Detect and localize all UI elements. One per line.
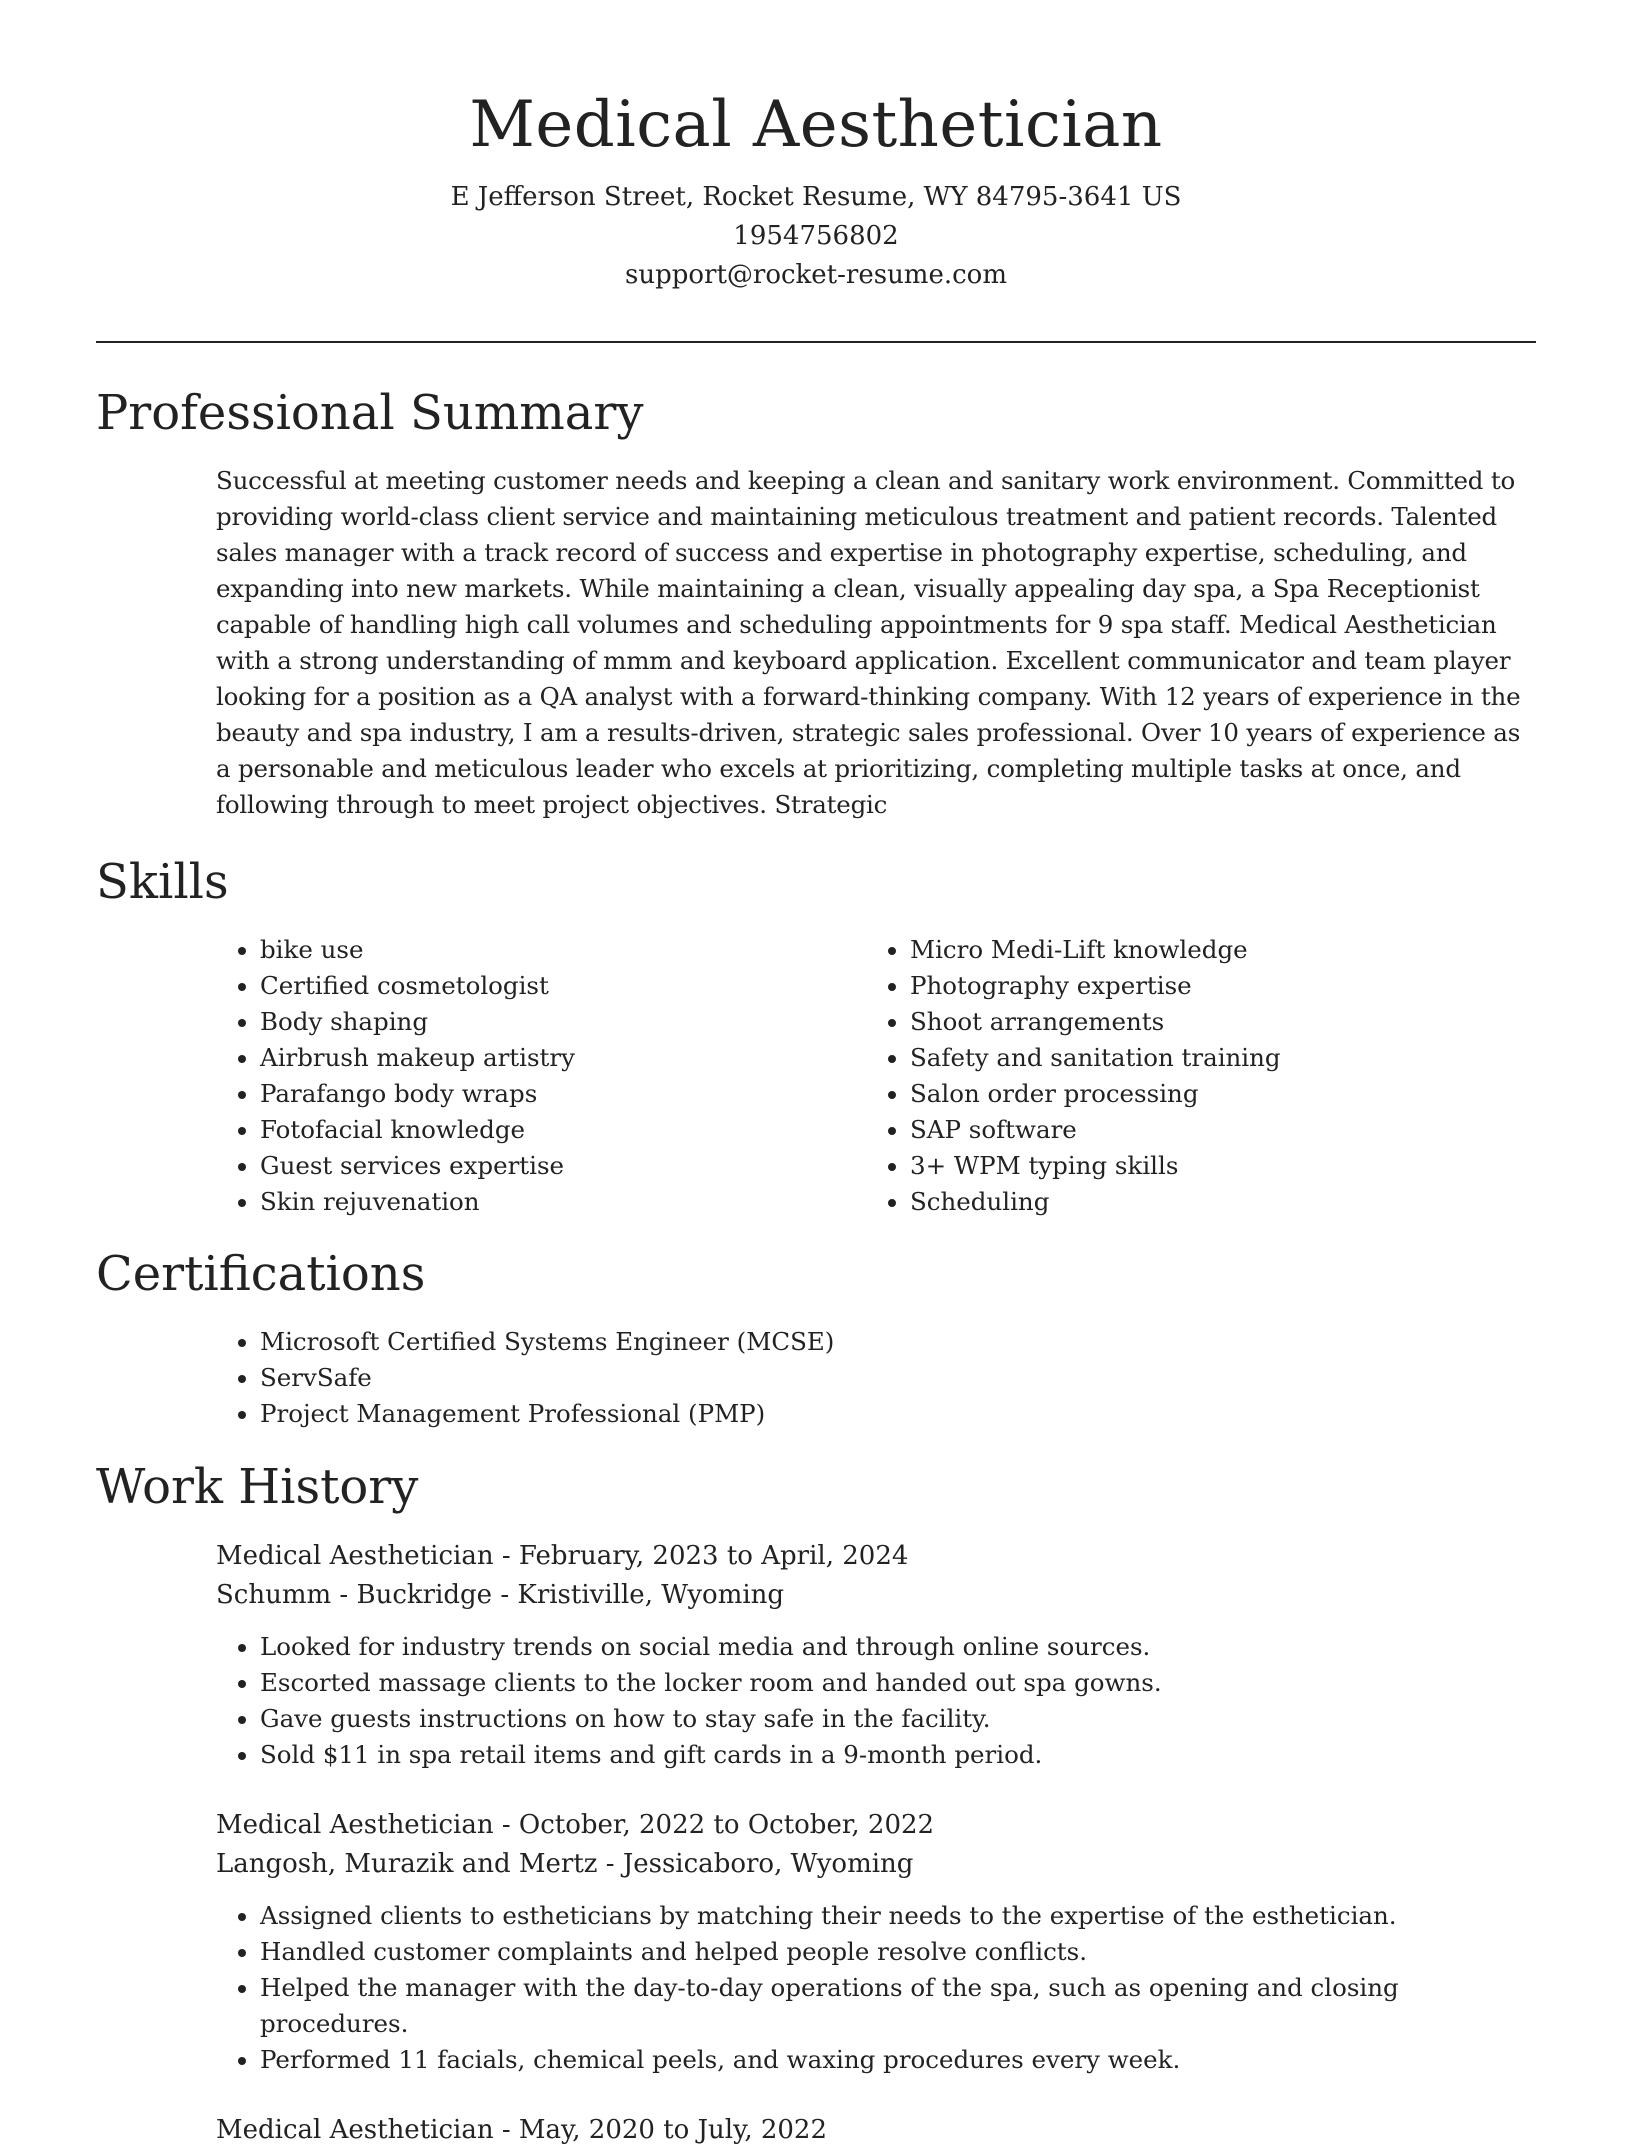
job-duty: • Assigned clients to estheticians by matching their needs to the expertise of the esthetician. bbox=[260, 1898, 1536, 1934]
skill-item: • Photography expertise bbox=[910, 968, 1516, 1004]
skill-item: • bike use bbox=[260, 932, 866, 968]
summary-section bbox=[96, 383, 1536, 823]
skills-list-left bbox=[216, 932, 866, 1220]
job-duty: • Helped the manager with the day-to-day operations of the spa, such as opening and closing procedures. bbox=[260, 1970, 1536, 2042]
job-location: - Jessicaboro, Wyoming bbox=[597, 1849, 914, 1879]
job-duty: • Handled customer complaints and helped people resolve conflicts. bbox=[260, 1934, 1536, 1970]
work-history-section bbox=[96, 1457, 1536, 2150]
job-duties-list bbox=[216, 1629, 1536, 1773]
skill-item: • Body shaping bbox=[260, 1004, 866, 1040]
skills-heading: Skills bbox=[96, 854, 229, 910]
skill-item: • Guest services expertise bbox=[260, 1148, 866, 1184]
skill-item: • 3+ WPM typing skills bbox=[910, 1148, 1516, 1184]
certification-item: • ServSafe bbox=[260, 1360, 1536, 1396]
summary-heading: Professional Summary bbox=[96, 385, 644, 441]
work-history-body bbox=[216, 1537, 1536, 2150]
skill-item: • Shoot arrangements bbox=[910, 1004, 1516, 1040]
job-title-line bbox=[216, 1537, 1536, 1576]
job-title: Medical Aesthetician bbox=[216, 1810, 494, 1840]
skill-item: • Micro Medi-Lift knowledge bbox=[910, 932, 1516, 968]
summary-body bbox=[216, 463, 1536, 823]
skills-section bbox=[96, 852, 1536, 1220]
job-title-line bbox=[216, 2111, 1536, 2150]
skills-column-left bbox=[216, 932, 866, 1220]
job-title-line bbox=[216, 1806, 1536, 1845]
skill-item: • Skin rejuvenation bbox=[260, 1184, 866, 1220]
job-duty: • Performed 11 facials, chemical peels, and waxing procedures every week. bbox=[260, 2042, 1536, 2078]
job-entry bbox=[216, 1537, 1536, 1773]
job-duty: • Sold $11 in spa retail items and gift cards in a 9-month period. bbox=[260, 1737, 1536, 1773]
email-line: support@rocket-resume.com bbox=[624, 260, 1007, 290]
job-duties-list bbox=[216, 1898, 1536, 2078]
summary-text: Successful at meeting customer needs and keeping a clean and sanitary work environment. Committed to providing world-class client service and maintaining meticulous treatment and patient records. Talented sales manager with a track record of success and expertise in photography expertise, scheduling, and expanding into new markets. While maintaining a clean, visually appealing day spa, a Spa Receptionist capable of handling high call volumes and scheduling appointments for 9 spa staff. Medical Aesthetician with a strong understanding of mmm and keyboard application. Excellent communicator and team player looking for a position as a QA analyst with a forward-thinking company. With 12 years of experience in the beauty and spa industry, I am a results-driven, strategic sales professional. Over 10 years of experience as a personable and meticulous leader who excels at prioritizing, completing multiple tasks at once, and following through to meet project objectives. Strategic bbox=[216, 466, 1521, 819]
job-company: Schumm - Buckridge bbox=[216, 1580, 493, 1610]
certifications-body bbox=[216, 1324, 1536, 1432]
job-entry bbox=[216, 1806, 1536, 2078]
job-dates: - May, 2020 to July, 2022 bbox=[493, 2115, 828, 2145]
certifications-heading: Certifications bbox=[96, 1246, 426, 1302]
skill-item: • Fotofacial knowledge bbox=[260, 1112, 866, 1148]
contact-block bbox=[96, 178, 1536, 295]
skill-item: • Airbrush makeup artistry bbox=[260, 1040, 866, 1076]
skills-columns bbox=[216, 932, 1536, 1220]
job-company: Langosh, Murazik and Mertz bbox=[216, 1849, 598, 1879]
candidate-name: Medical Aesthetician bbox=[469, 88, 1163, 162]
certifications-section bbox=[96, 1244, 1536, 1432]
header-divider bbox=[96, 341, 1536, 343]
skill-item: • Parafango body wraps bbox=[260, 1076, 866, 1112]
job-entry bbox=[216, 2111, 1536, 2150]
skill-item: • Salon order processing bbox=[910, 1076, 1516, 1112]
certification-item: • Project Management Professional (PMP) bbox=[260, 1396, 1536, 1432]
skills-column-right bbox=[866, 932, 1516, 1220]
job-company-line bbox=[216, 1576, 1536, 1615]
job-duty: • Escorted massage clients to the locker room and handed out spa gowns. bbox=[260, 1665, 1536, 1701]
skill-item: • Scheduling bbox=[910, 1184, 1516, 1220]
job-location: - Kristiville, Wyoming bbox=[492, 1580, 785, 1610]
phone-line: 1954756802 bbox=[733, 221, 899, 251]
job-title: Medical Aesthetician bbox=[216, 2115, 494, 2145]
skills-body bbox=[216, 932, 1536, 1220]
skill-item: • SAP software bbox=[910, 1112, 1516, 1148]
job-title: Medical Aesthetician bbox=[216, 1541, 494, 1571]
job-duty: • Looked for industry trends on social media and through online sources. bbox=[260, 1629, 1536, 1665]
job-dates: - October, 2022 to October, 2022 bbox=[493, 1810, 935, 1840]
address-line: E Jefferson Street, Rocket Resume, WY 84795-3641 US bbox=[450, 182, 1182, 212]
job-duty: • Gave guests instructions on how to stay safe in the facility. bbox=[260, 1701, 1536, 1737]
skill-item: • Safety and sanitation training bbox=[910, 1040, 1516, 1076]
certification-item: • Microsoft Certified Systems Engineer (MCSE) bbox=[260, 1324, 1536, 1360]
work-history-heading: Work History bbox=[96, 1459, 419, 1515]
certifications-list bbox=[216, 1324, 1536, 1432]
resume-header bbox=[96, 80, 1536, 295]
job-dates: - February, 2023 to April, 2024 bbox=[493, 1541, 909, 1571]
job-company-line bbox=[216, 1845, 1536, 1884]
skill-item: • Certified cosmetologist bbox=[260, 968, 866, 1004]
skills-list-right bbox=[866, 932, 1516, 1220]
